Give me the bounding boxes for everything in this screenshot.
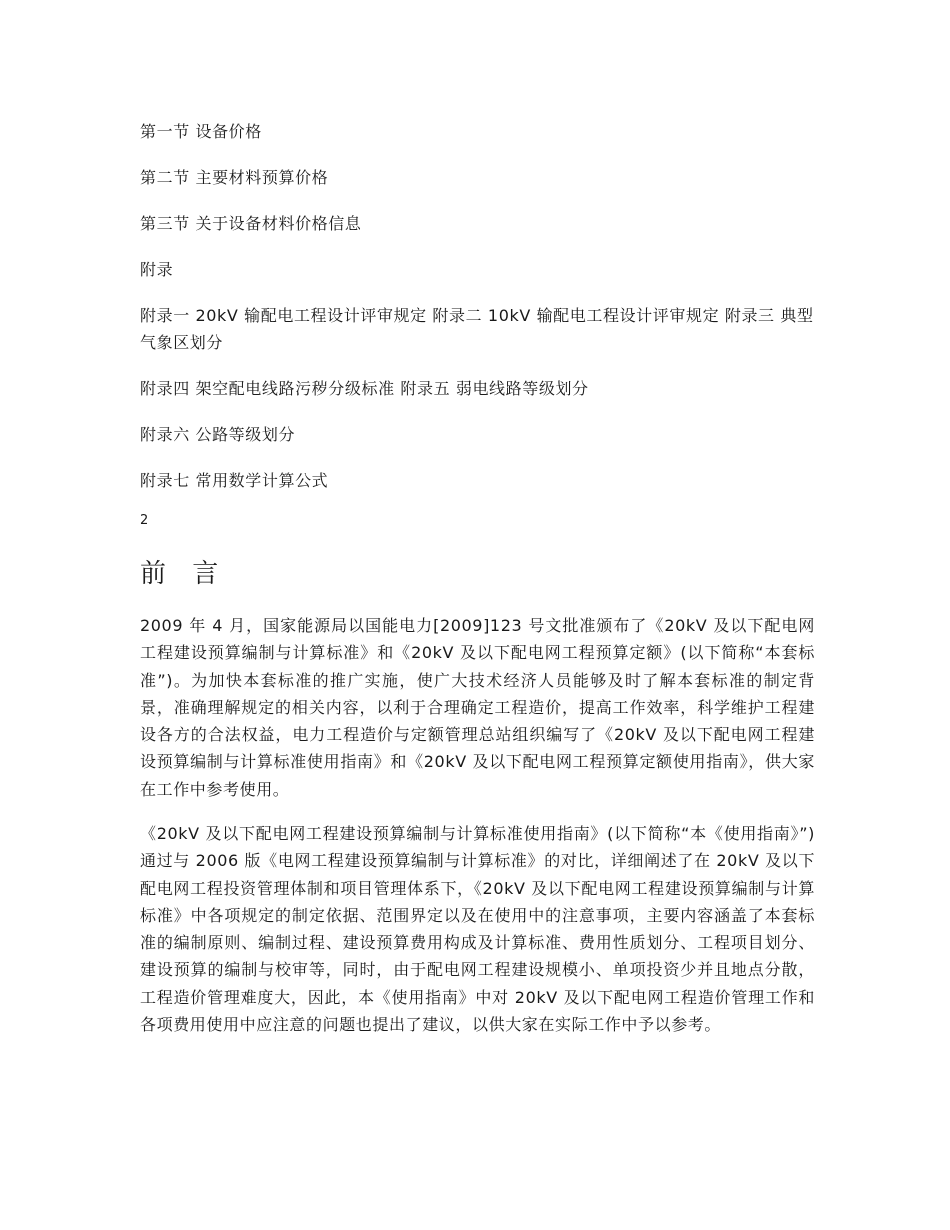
- page-number: 2: [140, 513, 149, 528]
- toc-item: 附录六 公路等级划分: [140, 425, 296, 444]
- preface-paragraph: 2009 年 4 月，国家能源局以国能电力[2009]123 号文批准颁布了《20kV 及以下配电网工程建设预算编制与计算标准》和《20kV 及以下配电网工程预算定额》(以下简称“本套标准”)。为加快本套标准的推广实施，使广大技术经济人员能够及时了解本套标准的制定背景，准确理解规定的相关内容，以利于合理确定工程造价，提高工作效率，科学维护工程建设各方的合法权益，电力工程造价与定额管理总站组织编写了《20kV 及以下配电网工程建设预算编制与计算标准使用指南》和《20kV 及以下配电网工程预算定额使用指南》，供大家在工作中参考使用。: [140, 616, 815, 799]
- toc-item: 第一节 设备价格: [140, 122, 262, 141]
- toc-item: 附录七 常用数学计算公式: [140, 471, 329, 490]
- toc-item: 附录: [140, 260, 174, 279]
- toc-item: 第二节 主要材料预算价格: [140, 168, 329, 187]
- toc-item: 附录一 20kV 输配电工程设计评审规定 附录二 10kV 输配电工程设计评审规定 附录三 典型气象区划分: [140, 306, 814, 352]
- toc-item: 第三节 关于设备材料价格信息: [140, 214, 362, 233]
- preface-heading: 前 言: [140, 559, 228, 589]
- preface-paragraph: 《20kV 及以下配电网工程建设预算编制与计算标准使用指南》(以下简称“本《使用指南》”)通过与 2006 版《电网工程建设预算编制与计算标准》的对比，详细阐述了在 20kV 及以下配电网工程投资管理体制和项目管理体系下，《20kV 及以下配电网工程建设预算编制与计算标准》中各项规定的制定依据、范围界定以及在使用中的注意事项，主要内容涵盖了本套标准的编制原则、编制过程、建设预算费用构成及计算标准、费用性质划分、工程项目划分、建设预算的编制与校审等，同时，由于配电网工程建设规模小、单项投资少并且地点分散，工程造价管理难度大，因此，本《使用指南》中对 20kV 及以下配电网工程造价管理工作和各项费用使用中应注意的问题也提出了建议，以供大家在实际工作中予以参考。: [140, 824, 815, 1035]
- toc-item: 附录四 架空配电线路污秽分级标准 附录五 弱电线路等级划分: [140, 379, 589, 398]
- table-of-contents: [140, 118, 820, 513]
